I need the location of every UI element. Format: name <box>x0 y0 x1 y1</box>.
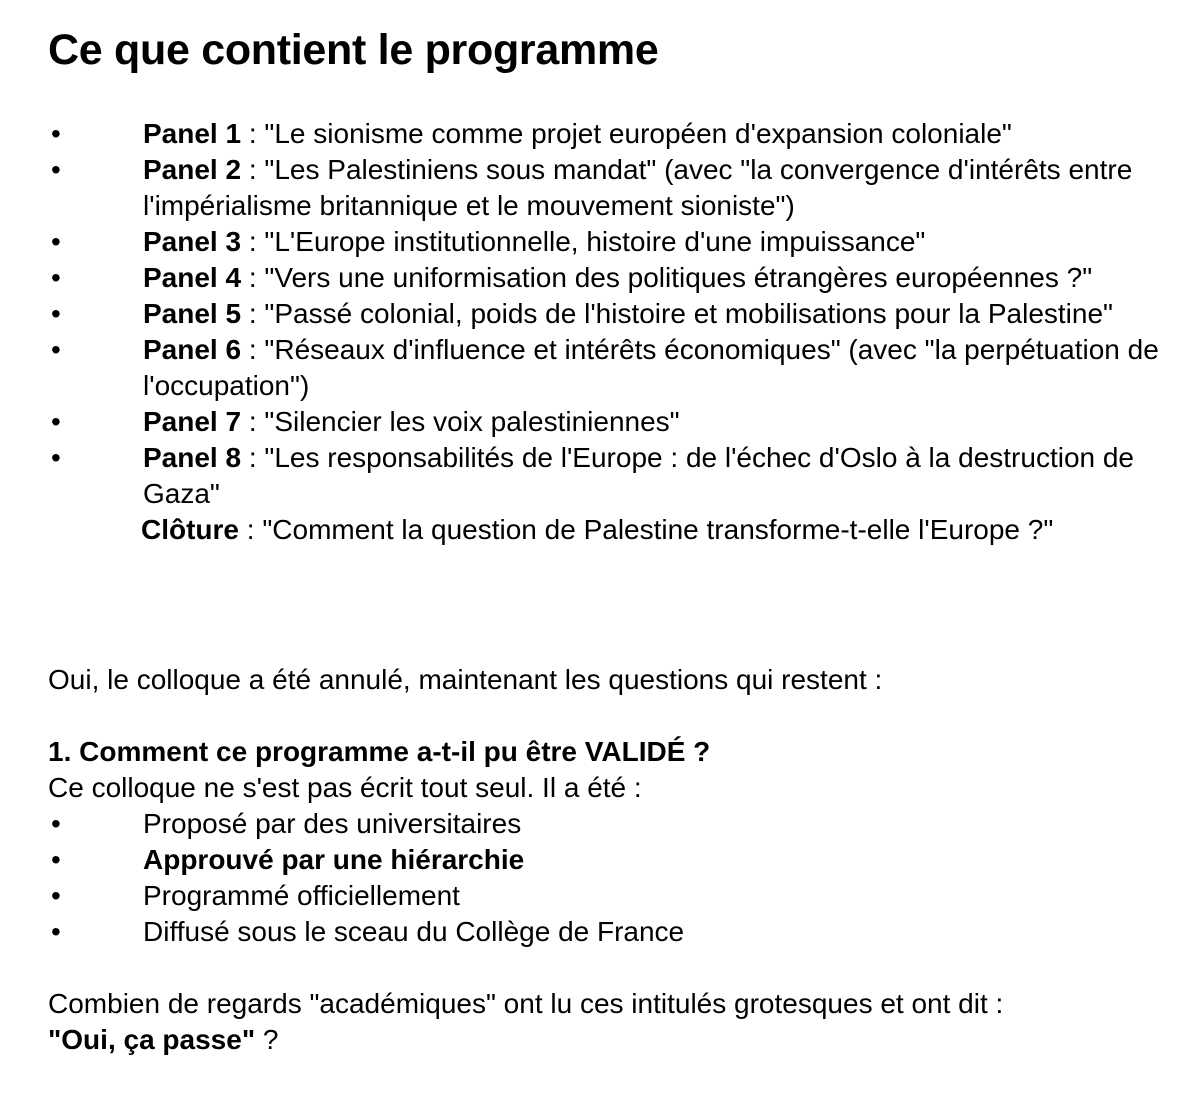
closing-label: Clôture <box>141 514 239 545</box>
separator: : <box>241 334 265 365</box>
closing-title: "Comment la question de Palestine transforme-t-elle l'Europe ?" <box>262 514 1054 545</box>
page-title: Ce que contient le programme <box>48 26 659 74</box>
validation-step: Programmé officiellement <box>143 880 460 911</box>
separator: : <box>241 298 265 329</box>
bullet-icon: • <box>51 880 61 911</box>
panel-label: Panel 8 <box>143 442 242 473</box>
panel-title: "Réseaux d'influence et intérêts économiques" (avec "la perpétuation de l'occupation") <box>143 334 1159 401</box>
validation-step: Diffusé sous le sceau du Collège de France <box>143 916 685 947</box>
panel-title: "Les Palestiniens sous mandat" (avec "la convergence d'intérêts entre l'impérialisme britannique et le mouvement sioniste") <box>143 154 1133 221</box>
bullet-icon: • <box>51 118 61 149</box>
panel-label: Panel 4 <box>143 262 242 293</box>
separator: : <box>241 442 265 473</box>
list-item <box>0 404 1163 440</box>
list-item <box>0 878 1163 914</box>
list-item <box>0 116 1163 152</box>
bullet-icon: • <box>51 334 61 365</box>
conclusion-paragraph <box>48 986 1178 1058</box>
list-item <box>0 440 1163 512</box>
list-item <box>0 260 1163 296</box>
separator: : <box>241 154 265 185</box>
list-item <box>0 914 1163 950</box>
bullet-icon: • <box>51 298 61 329</box>
list-item <box>0 296 1163 332</box>
validation-step: Proposé par des universitaires <box>143 808 522 839</box>
question-lead: Ce colloque ne s'est pas écrit tout seul. Il a été : <box>48 772 642 803</box>
bullet-icon: • <box>51 808 61 839</box>
panel-title: "Vers une uniformisation des politiques étrangères européennes ?" <box>264 262 1093 293</box>
conclusion-end: ? <box>255 1024 279 1055</box>
panel-label: Panel 3 <box>143 226 242 257</box>
panel-label: Panel 7 <box>143 406 242 437</box>
list-item <box>0 152 1163 224</box>
bullet-icon: • <box>51 844 61 875</box>
bullet-icon: • <box>51 442 61 473</box>
conclusion-quote: "Oui, ça passe" <box>48 1024 256 1055</box>
separator: : <box>241 406 265 437</box>
panel-list <box>0 116 1163 548</box>
panel-label: Panel 2 <box>143 154 242 185</box>
closing-item <box>0 512 1161 548</box>
panel-label: Panel 5 <box>143 298 242 329</box>
bullet-icon: • <box>51 226 61 257</box>
list-item <box>0 224 1163 260</box>
panel-label: Panel 6 <box>143 334 242 365</box>
bullet-icon: • <box>51 262 61 293</box>
panel-title: "Passé colonial, poids de l'histoire et mobilisations pour la Palestine" <box>264 298 1113 329</box>
validation-list <box>0 806 1163 950</box>
conclusion-text: Combien de regards "académiques" ont lu ces intitulés grotesques et ont dit : <box>48 988 1004 1019</box>
separator: : <box>241 262 265 293</box>
bullet-icon: • <box>51 406 61 437</box>
question-heading: 1. Comment ce programme a-t-il pu être VALIDÉ ? <box>48 736 711 767</box>
panel-title: "L'Europe institutionnelle, histoire d'une impuissance" <box>264 226 926 257</box>
bullet-icon: • <box>51 154 61 185</box>
validation-step: Approuvé par une hiérarchie <box>143 844 525 875</box>
separator: : <box>239 514 263 545</box>
separator: : <box>241 118 265 149</box>
list-item <box>0 332 1163 404</box>
panel-title: "Le sionisme comme projet européen d'expansion coloniale" <box>264 118 1012 149</box>
list-item <box>0 806 1163 842</box>
separator: : <box>241 226 265 257</box>
panel-title: "Les responsabilités de l'Europe : de l'échec d'Oslo à la destruction de Gaza" <box>143 442 1135 509</box>
list-item <box>0 842 1163 878</box>
bullet-icon: • <box>51 916 61 947</box>
panel-label: Panel 1 <box>143 118 242 149</box>
intro-paragraph: Oui, le colloque a été annulé, maintenant les questions qui restent : <box>48 664 883 695</box>
panel-title: "Silencier les voix palestiniennes" <box>264 406 680 437</box>
